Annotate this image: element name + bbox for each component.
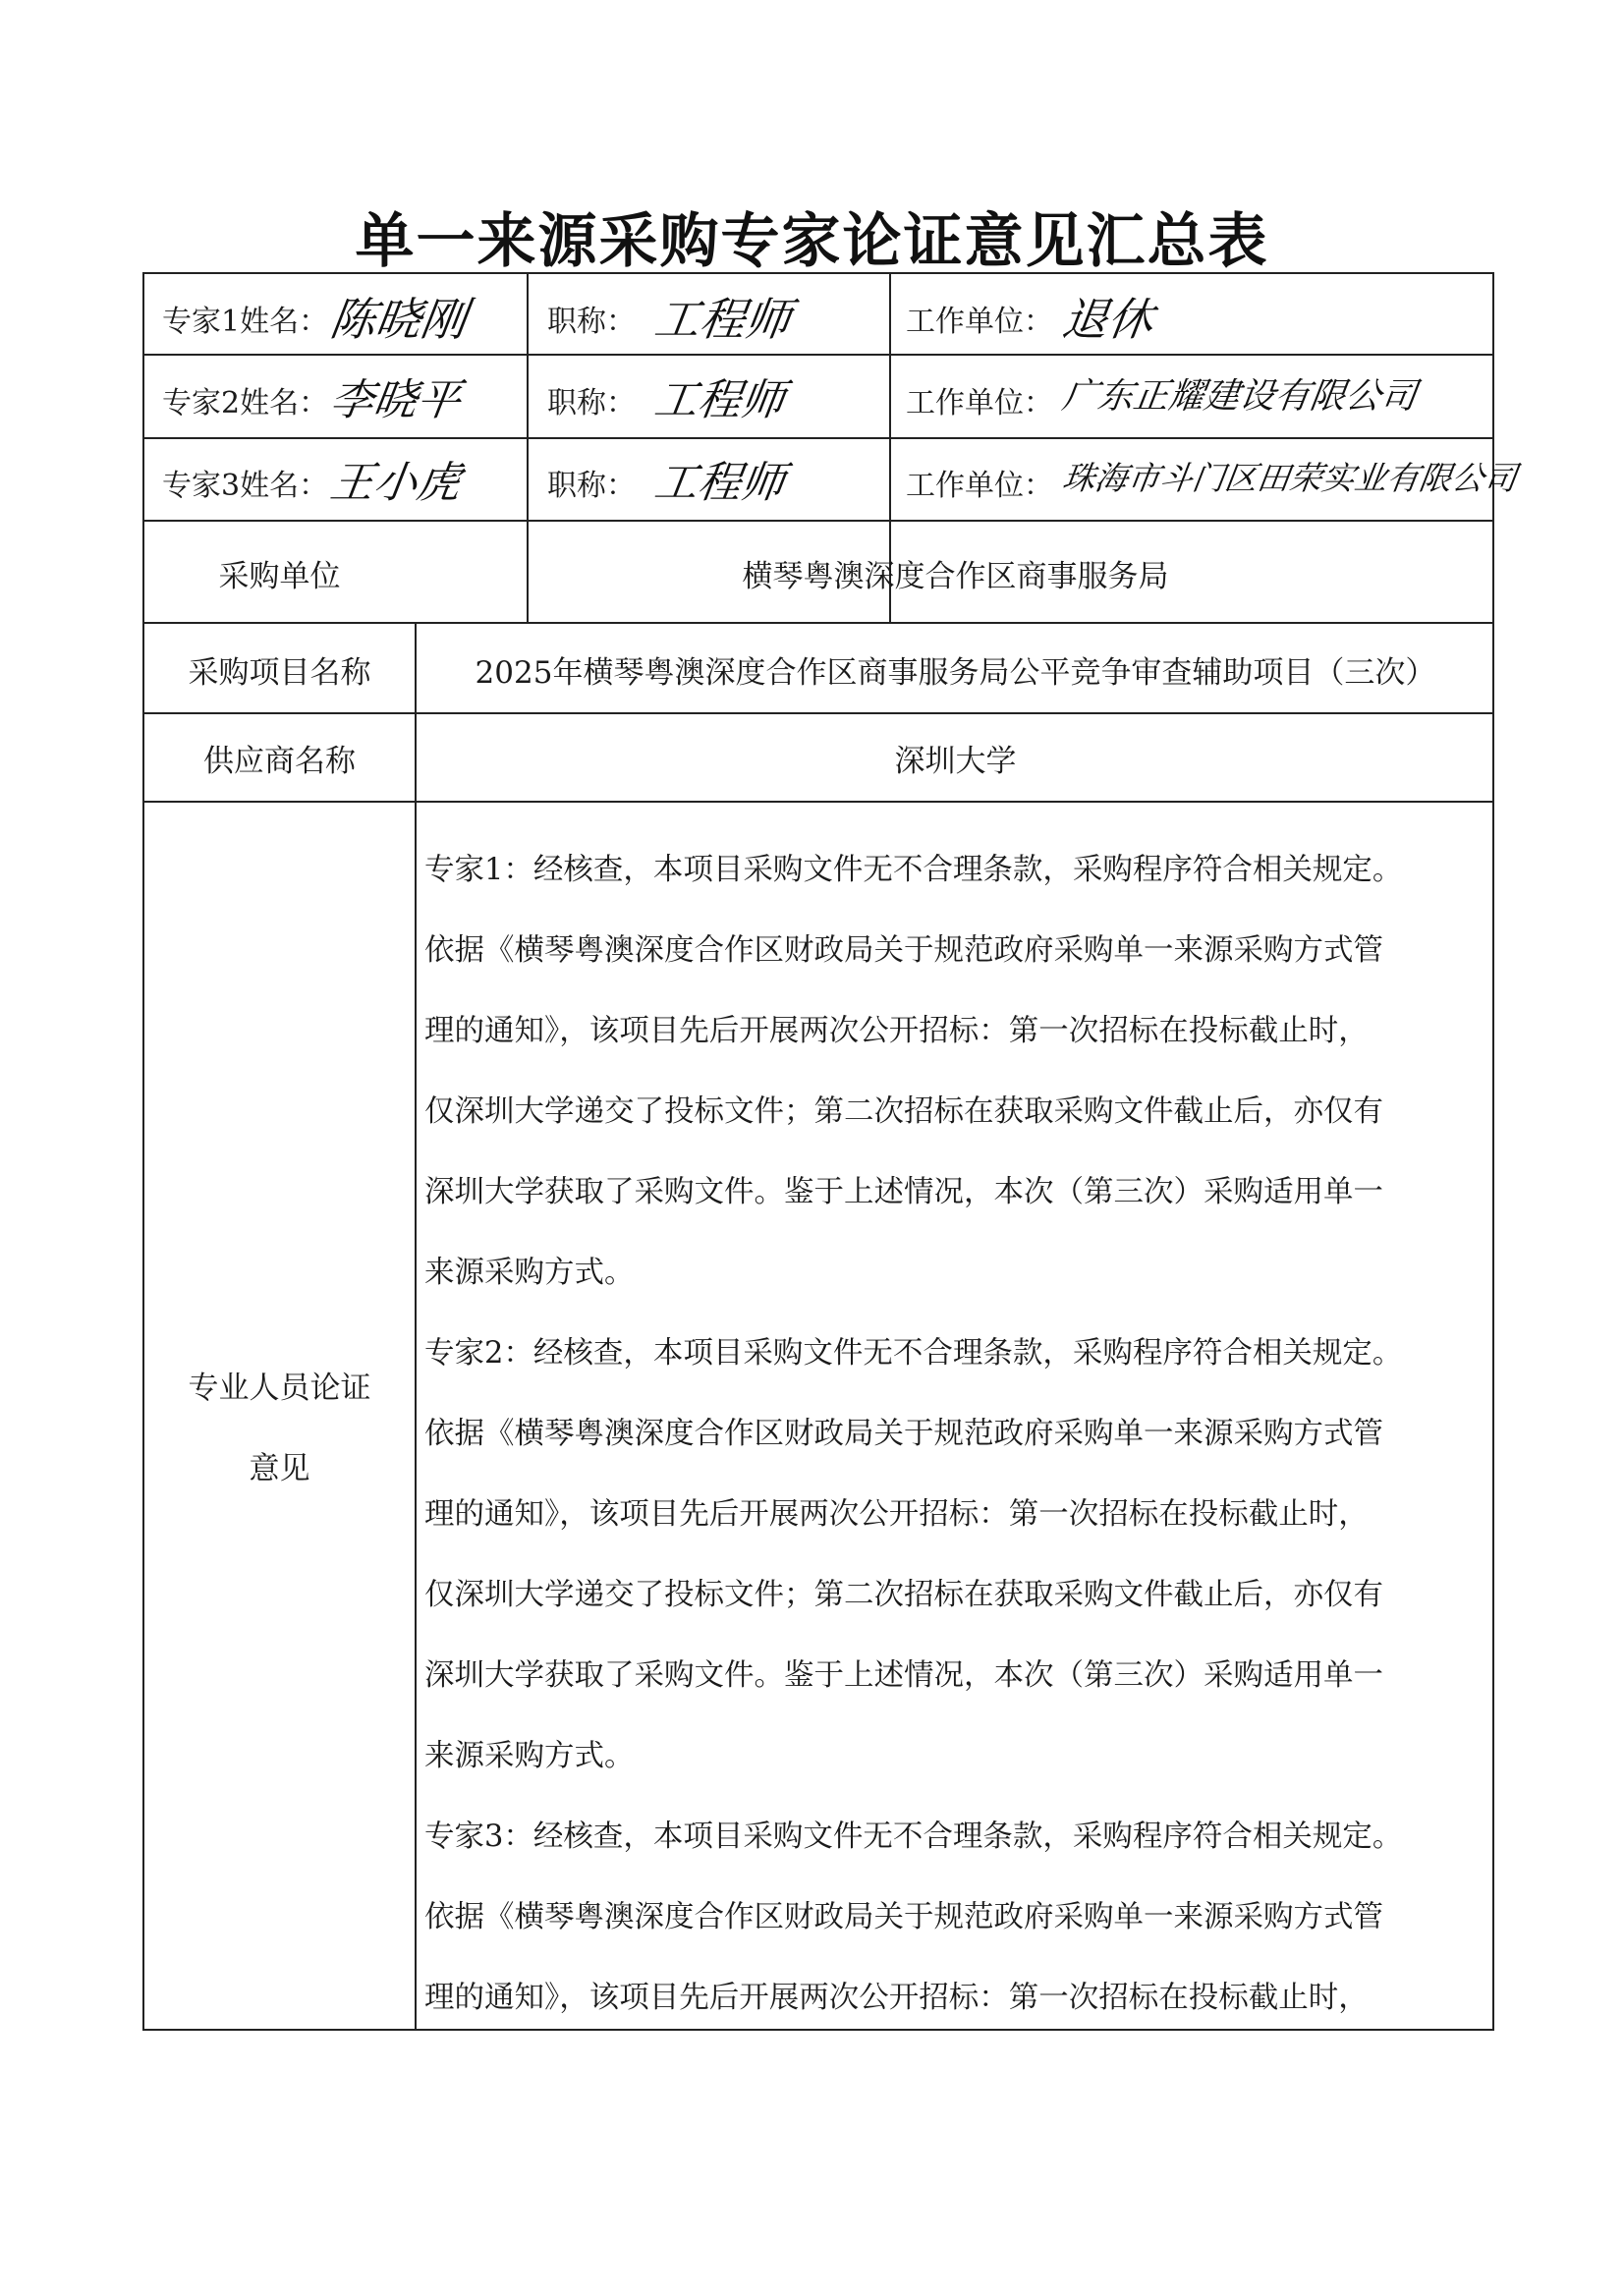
expert1-title-signature: 工程师 (650, 293, 795, 346)
expert2-unit-label: 工作单位： (906, 386, 1053, 420)
opinion-line: 专家3：经核查，本项目采购文件无不合理条款，采购程序符合相关规定。 (424, 1820, 1403, 1854)
row-divider (144, 437, 1494, 439)
opinion-line: 依据《横琴粤澳深度合作区财政局关于规范政府采购单一来源采购方式管 (424, 1900, 1383, 1934)
expert1-name-label: 专家1姓名： (162, 305, 329, 339)
column-divider (415, 622, 417, 2031)
expert2-name-signature: 李晓平 (326, 375, 464, 425)
expert2-unit-signature: 广东正耀建设有限公司 (1059, 376, 1420, 417)
expert-opinions (424, 830, 1485, 2039)
opinion-line: 专家1：经核查，本项目采购文件无不合理条款，采购程序符合相关规定。 (424, 853, 1403, 887)
opinion-line: 仅深圳大学递交了投标文件；第二次招标在获取采购文件截止后，亦仅有 (424, 1578, 1383, 1612)
row-divider (144, 712, 1494, 714)
opinion-line: 仅深圳大学递交了投标文件；第二次招标在获取采购文件截止后，亦仅有 (424, 1094, 1383, 1129)
opinion-line: 深圳大学获取了采购文件。鉴于上述情况，本次（第三次）采购适用单一 (424, 1658, 1383, 1693)
expert3-name-label: 专家3姓名： (162, 469, 329, 503)
expert1-name-signature: 陈晓刚 (326, 293, 471, 346)
row-divider (144, 622, 1494, 624)
expert2-title-signature: 工程师 (650, 375, 788, 425)
project-label: 采购项目名称 (188, 655, 371, 691)
opinion-label-line2: 意见 (249, 1451, 310, 1486)
expert3-name-signature: 王小虎 (326, 458, 464, 508)
expert2-name-label: 专家2姓名： (162, 386, 329, 420)
opinion-line: 理的通知》，该项目先后开展两次公开招标：第一次招标在投标截止时， (424, 1014, 1369, 1048)
expert1-title-label: 职称： (547, 305, 636, 339)
opinion-line: 依据《横琴粤澳深度合作区财政局关于规范政府采购单一来源采购方式管 (424, 933, 1383, 968)
expert1-unit-signature: 退休 (1058, 293, 1157, 346)
expert3-title-signature: 工程师 (650, 458, 788, 508)
expert3-unit-label: 工作单位： (906, 469, 1053, 503)
opinion-line: 来源采购方式。 (424, 1256, 635, 1290)
opinion-line: 专家2：经核查，本项目采购文件无不合理条款，采购程序符合相关规定。 (424, 1336, 1403, 1371)
opinion-line: 来源采购方式。 (424, 1739, 635, 1773)
expert1-unit-label: 工作单位： (906, 305, 1053, 339)
supplier-label: 供应商名称 (203, 744, 356, 779)
purchaser-value: 横琴粤澳深度合作区商事服务局 (742, 559, 1169, 594)
opinion-line: 深圳大学获取了采购文件。鉴于上述情况，本次（第三次）采购适用单一 (424, 1175, 1383, 1209)
opinion-line: 依据《横琴粤澳深度合作区财政局关于规范政府采购单一来源采购方式管 (424, 1417, 1383, 1451)
document-title: 单一来源采购专家论证意见汇总表 (355, 207, 1269, 276)
row-divider (144, 520, 1494, 522)
expert2-title-label: 职称： (547, 386, 636, 420)
supplier-value: 深圳大学 (894, 744, 1017, 779)
expert3-title-label: 职称： (547, 469, 636, 503)
purchaser-label: 采购单位 (218, 559, 341, 594)
opinion-label-line1: 专业人员论证 (188, 1371, 371, 1406)
expert1-opinion (424, 830, 1485, 1314)
row-divider (144, 801, 1494, 803)
expert2-opinion (424, 1314, 1485, 1797)
expert3-unit-signature: 珠海市斗门区田荣实业有限公司 (1059, 459, 1520, 497)
row-divider (144, 354, 1494, 356)
project-value: 2025年横琴粤澳深度合作区商事服务局公平竞争审查辅助项目（三次） (475, 655, 1436, 691)
opinion-line: 理的通知》，该项目先后开展两次公开招标：第一次招标在投标截止时， (424, 1497, 1369, 1532)
expert3-opinion (424, 1797, 1485, 2039)
opinion-line: 理的通知》，该项目先后开展两次公开招标：第一次招标在投标截止时， (424, 1981, 1369, 2015)
